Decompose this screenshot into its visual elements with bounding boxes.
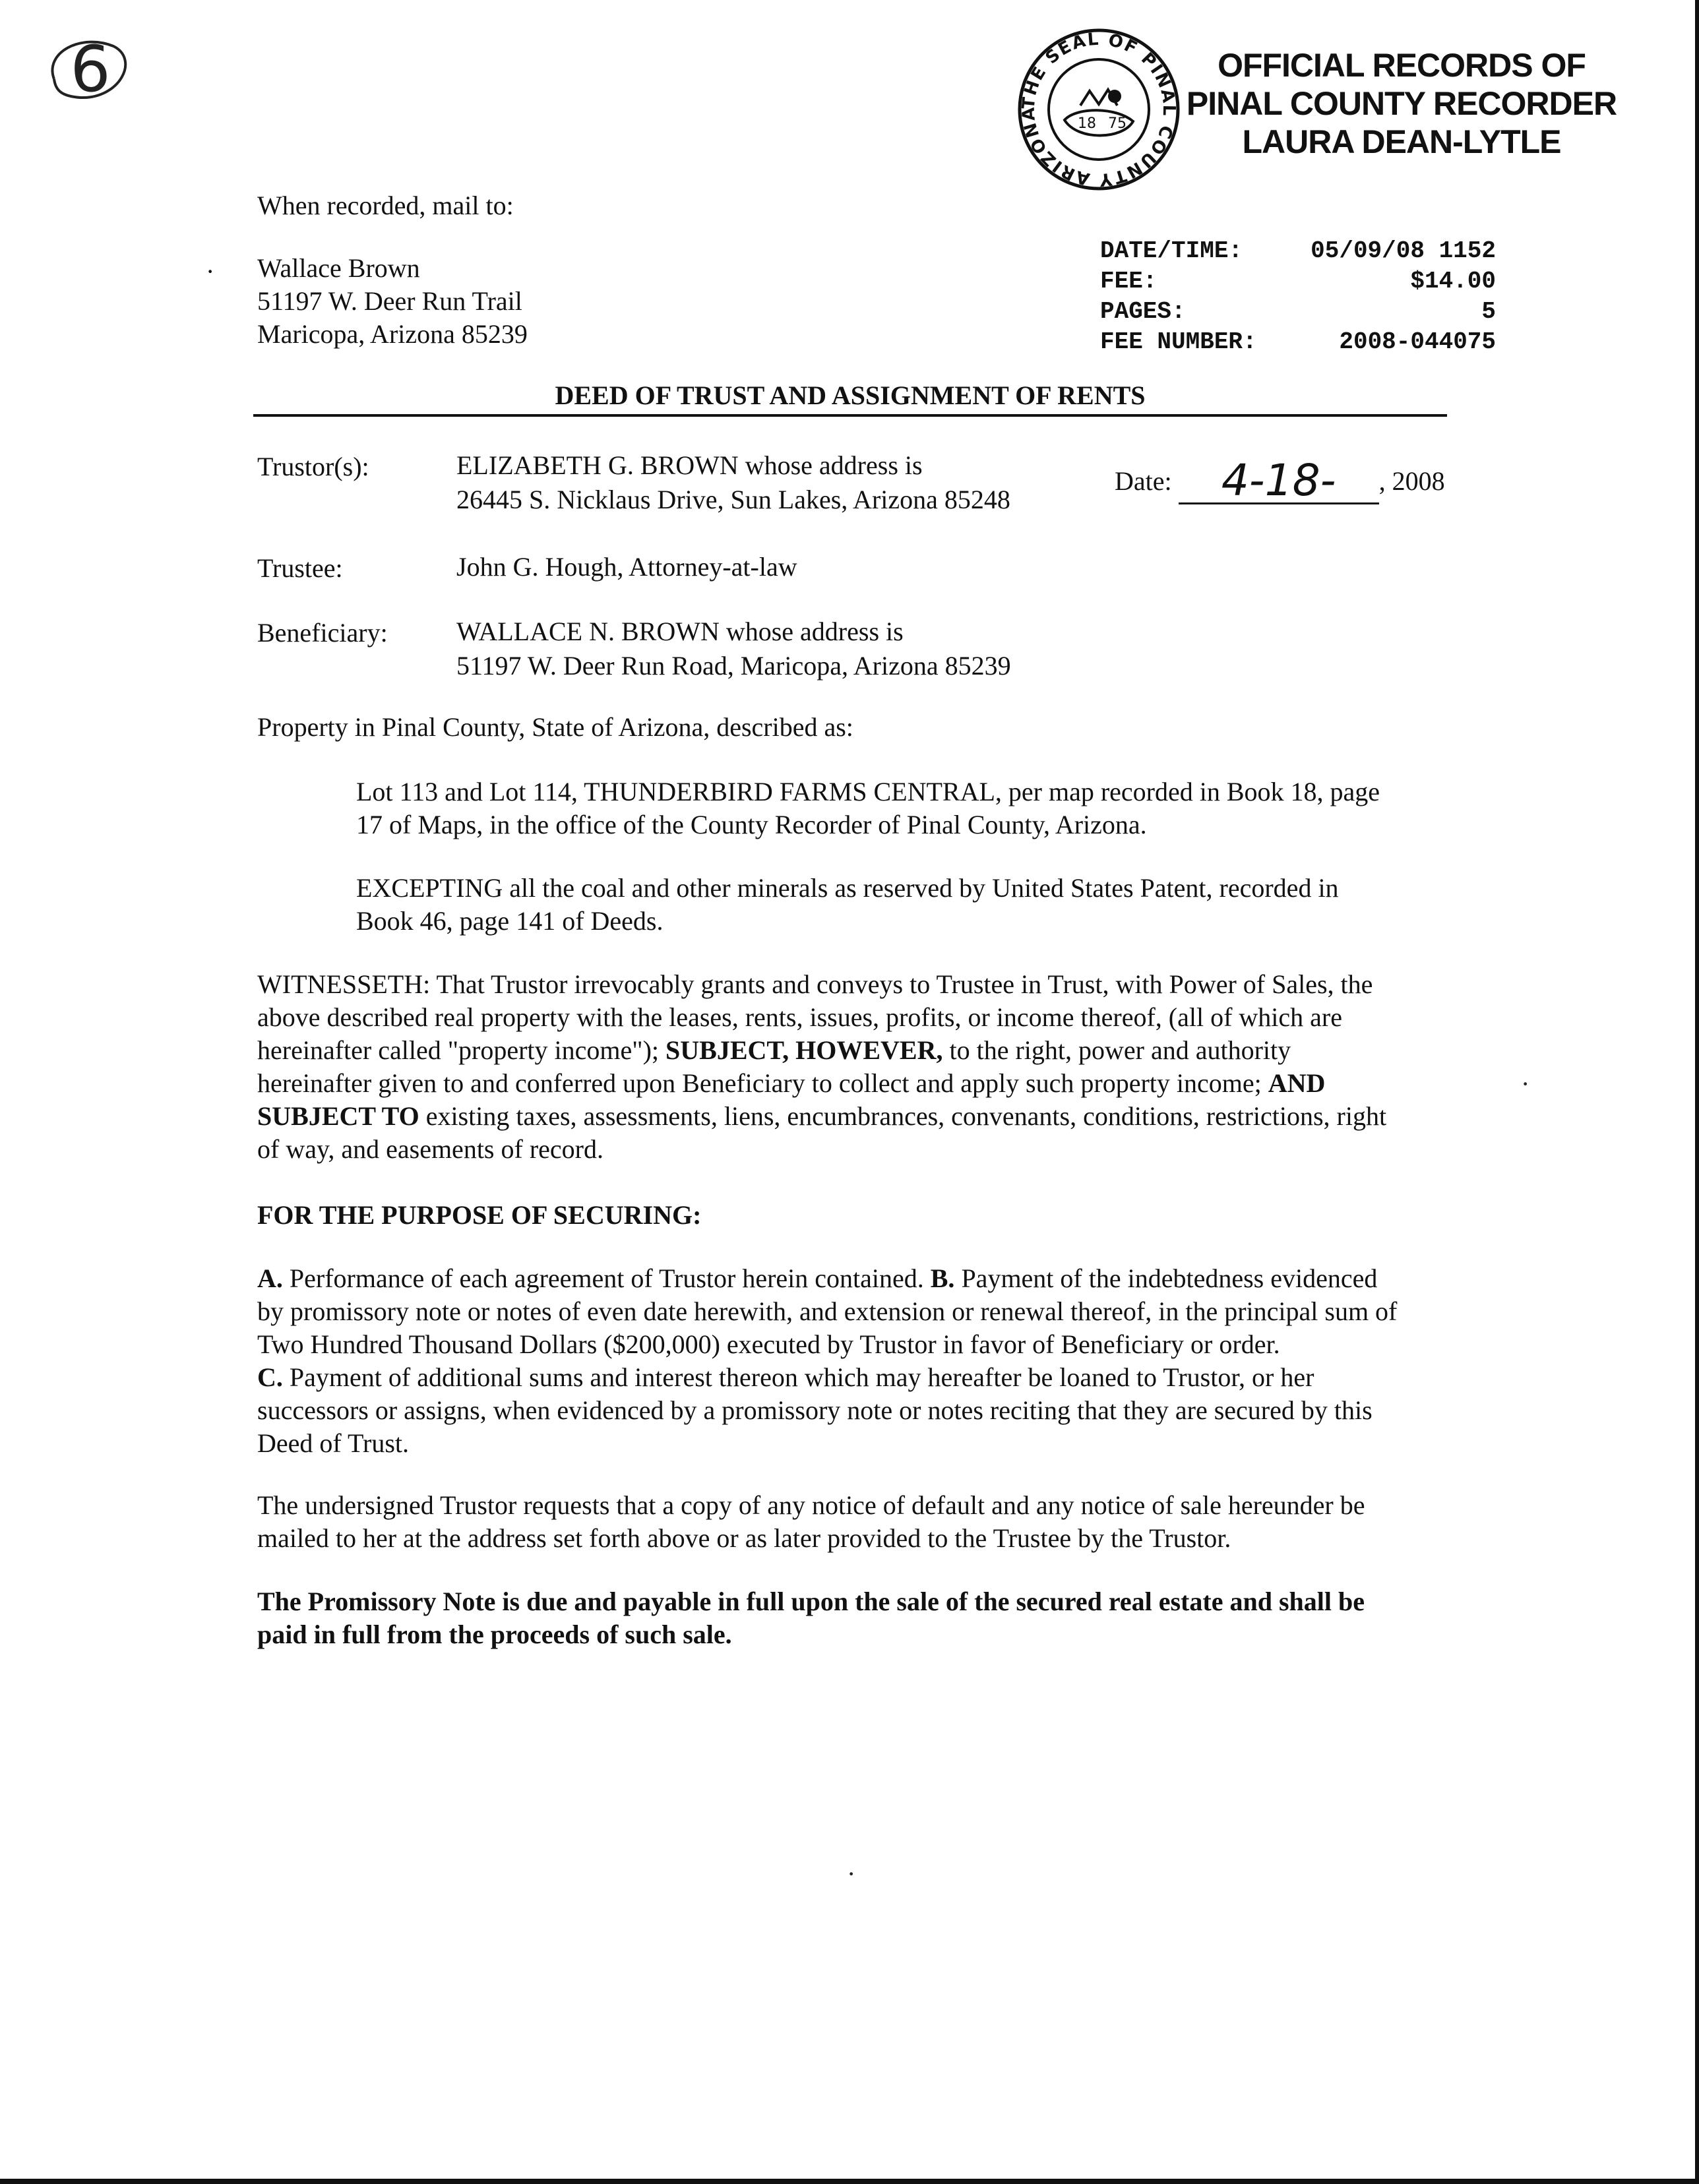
trustor-line-1: ELIZABETH G. BROWN whose address is: [456, 450, 923, 480]
recorder-line-3: LAURA DEAN-LYTLE: [1242, 123, 1561, 160]
date-handwritten: 4-18-: [1179, 459, 1379, 504]
witnesseth-text: hereinafter given to and conferred upon Beneficiary to collect and apply such property income;: [257, 1068, 1268, 1098]
clause-b-text: Payment of the indebtedness evidenced: [954, 1263, 1378, 1293]
recorder-header: [1181, 46, 1622, 161]
purpose-line-5: successors or assigns, when evidenced by a promissory note or notes reciting that they are secured by this: [257, 1395, 1373, 1425]
property-intro: Property in Pinal County, State of Arizona, described as:: [257, 712, 853, 742]
clause-b-label: B.: [930, 1263, 955, 1293]
document-title: DEED OF TRUST AND ASSIGNMENT OF RENTS: [555, 380, 1146, 410]
scan-dot: ·: [847, 1859, 856, 1889]
witnesseth-bold: SUBJECT TO: [257, 1101, 419, 1131]
recording-label: PAGES:: [1100, 298, 1186, 325]
witnesseth-text: to the right, power and authority: [942, 1035, 1291, 1065]
recording-label: FEE:: [1100, 268, 1158, 295]
recording-info: [1100, 236, 1496, 357]
witnesseth-text: existing taxes, assessments, liens, encumbrances, convenants, conditions, restrictions, right: [419, 1101, 1387, 1131]
trustee-label: Trustee:: [257, 553, 343, 583]
beneficiary-line-1: WALLACE N. BROWN whose address is: [456, 617, 904, 646]
promissory-line-1: The Promissory Note is due and payable in full upon the sale of the secured real estate and shall be: [257, 1587, 1365, 1616]
recording-row-fee-number: [1100, 327, 1496, 357]
recording-value: $14.00: [1410, 268, 1496, 295]
witnesseth-line-1: WITNESSETH: That Trustor irrevocably grants and conveys to Trustee in Trust, with Power of Sales, the: [257, 969, 1373, 999]
lot-line-1: Lot 113 and Lot 114, THUNDERBIRD FARMS CENTRAL, per map recorded in Book 18, page: [356, 777, 1380, 806]
purpose-line-2: by promissory note or notes of even date herewith, and extension or renewal thereof, in the principal sum of: [257, 1296, 1398, 1326]
title-rule: [253, 414, 1447, 417]
witnesseth-bold: SUBJECT, HOWEVER,: [665, 1035, 943, 1065]
circle-mark-icon: [41, 26, 140, 112]
trustor-value: [456, 448, 1010, 517]
notice-line-1: The undersigned Trustor requests that a copy of any notice of default and any notice of sale hereunder be: [257, 1490, 1365, 1520]
handwritten-page-mark: [41, 26, 140, 112]
witnesseth-line-3: [257, 1034, 1451, 1067]
witnesseth-line-2: above described real property with the leases, rents, issues, profits, or income thereof, (all of which are: [257, 1002, 1342, 1032]
recording-value: 5: [1481, 298, 1496, 325]
purpose-line-1: [257, 1262, 1451, 1295]
excepting-clause: [356, 872, 1451, 938]
clause-a-text: Performance of each agreement of Trustor herein contained.: [282, 1263, 931, 1293]
scan-dot: ·: [1521, 1069, 1530, 1099]
except-line-1: EXCEPTING all the coal and other minerals as reserved by United States Patent, recorded in: [356, 873, 1339, 903]
purpose-line-3: Two Hundred Thousand Dollars ($200,000) executed by Trustor in favor of Beneficiary or order.: [257, 1329, 1280, 1359]
corner-mark-number: 6: [70, 32, 111, 106]
lot-description: [356, 775, 1451, 841]
mail-to-city: Maricopa, Arizona 85239: [257, 319, 528, 349]
date-year: , 2008: [1378, 466, 1445, 496]
recording-row-pages: [1100, 297, 1496, 327]
mail-to-label: When recorded, mail to:: [257, 191, 514, 220]
recording-value: 05/09/08 1152: [1311, 237, 1496, 264]
clause-c-label: C.: [257, 1362, 283, 1392]
recording-label: FEE NUMBER:: [1100, 328, 1257, 355]
witnesseth-line-4: [257, 1067, 1451, 1100]
recording-value: 2008-044075: [1339, 328, 1496, 355]
trustee-value: John G. Hough, Attorney-at-law: [456, 552, 797, 582]
witnesseth-bold: AND: [1268, 1068, 1326, 1098]
recorder-line-2: PINAL COUNTY RECORDER: [1186, 85, 1617, 122]
clause-a-label: A.: [257, 1263, 283, 1293]
mail-to-name: Wallace Brown: [257, 253, 420, 283]
seal-year-right: 75: [1108, 115, 1127, 132]
notice-line-2: mailed to her at the address set forth above or as later provided to the Trustee by the Trustor.: [257, 1523, 1231, 1553]
witnesseth-line-5: [257, 1100, 1451, 1133]
witnesseth-line-6: of way, and easements of record.: [257, 1134, 603, 1164]
date-label: Date:: [1115, 466, 1172, 496]
purpose-paragraph: [257, 1262, 1451, 1460]
mail-to-street: 51197 W. Deer Run Trail: [257, 286, 522, 316]
clause-c-text: Payment of additional sums and interest thereon which may hereafter be loaned to Trustor, or her: [282, 1362, 1314, 1392]
date-field: [1115, 451, 1445, 506]
promissory-line-2: paid in full from the proceeds of such sale.: [257, 1620, 732, 1649]
county-seal-icon: [1017, 28, 1181, 191]
recording-row-datetime: [1100, 236, 1496, 266]
witnesseth-text: hereinafter called "property income");: [257, 1035, 666, 1065]
beneficiary-value: [456, 615, 1011, 683]
promissory-note-paragraph: [257, 1585, 1451, 1651]
purpose-line-4: [257, 1361, 1451, 1394]
witnesseth-paragraph: [257, 968, 1451, 1166]
recording-row-fee: [1100, 266, 1496, 297]
purpose-heading: FOR THE PURPOSE OF SECURING:: [257, 1200, 702, 1230]
lot-line-2: 17 of Maps, in the office of the County Recorder of Pinal County, Arizona.: [356, 810, 1147, 839]
purpose-line-6: Deed of Trust.: [257, 1428, 410, 1458]
scan-dot: ·: [206, 257, 215, 286]
recording-label: DATE/TIME:: [1100, 237, 1243, 264]
trustor-label: Trustor(s):: [257, 452, 369, 481]
beneficiary-label: Beneficiary:: [257, 618, 388, 648]
trustor-line-2: 26445 S. Nicklaus Drive, Sun Lakes, Arizona 85248: [456, 485, 1010, 514]
except-line-2: Book 46, page 141 of Deeds.: [356, 906, 664, 936]
notice-request-paragraph: [257, 1489, 1451, 1555]
recorder-line-1: OFFICIAL RECORDS OF: [1218, 47, 1586, 84]
beneficiary-line-2: 51197 W. Deer Run Road, Maricopa, Arizona 85239: [456, 651, 1011, 681]
seal-year-left: 18: [1078, 115, 1096, 132]
mail-to-address: [257, 252, 528, 351]
seal-ring-text: THE SEAL OF PINAL COUNTY ARIZONA: [1018, 29, 1179, 190]
